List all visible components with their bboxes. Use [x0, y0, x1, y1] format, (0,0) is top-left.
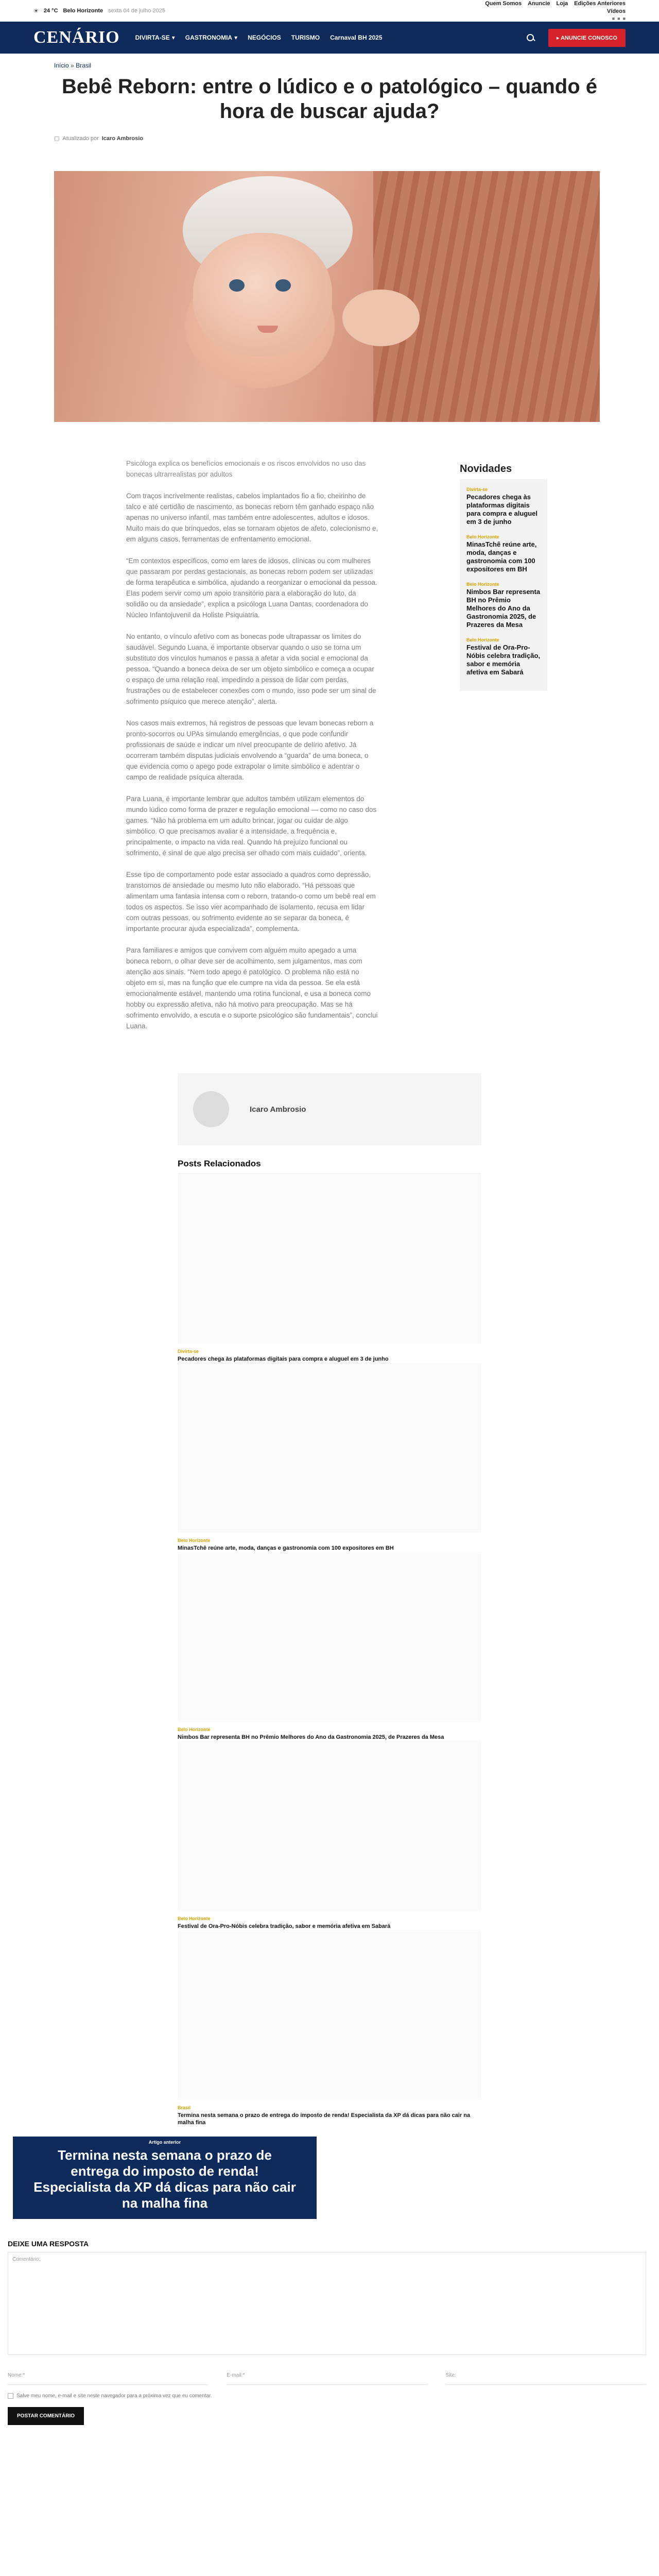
top-bar [0, 0, 659, 22]
avatar [193, 1091, 229, 1127]
link-quem-somos[interactable]: Quem Somos [485, 1, 522, 7]
youtube-icon[interactable]: ■ [622, 16, 626, 21]
facebook-icon[interactable]: ■ [612, 16, 615, 21]
chevron-down-icon: ▾ [171, 34, 175, 41]
weather-icon: ☀ [33, 8, 39, 14]
related-thumbnail[interactable] [178, 1174, 481, 1344]
site-logo[interactable]: CENÁRIO [33, 28, 120, 47]
author-box [178, 1073, 481, 1145]
main-nav [0, 22, 659, 54]
sidebar-title: Novidades [460, 458, 547, 481]
related-post[interactable]: Belo Horizonte Festival de Ora-Pro-Nóbis celebra tradição, sabor e memória afetiva em Sabará [178, 1741, 481, 1930]
date: sexta 04 de julho 2025 [108, 8, 165, 14]
chevron-down-icon: ▾ [234, 34, 238, 41]
comment-form [8, 2240, 646, 2425]
search-icon[interactable] [526, 33, 535, 42]
hero-image [54, 171, 600, 422]
site-field[interactable]: Site: [446, 2366, 646, 2385]
submit-comment-button[interactable]: POSTAR COMENTÁRIO [8, 2407, 84, 2425]
article-paragraph: No entanto, o vínculo afetivo com as bonecas pode ultrapassar os limites do saudável. Segundo Luana, é importante observar quando o uso se torna um substituto dos vínculos humanos e passa a afetar a vida social e emocional da pessoa. “Quando a boneca deixa de ser um objeto simbólico e começa a ocupar o espaço de uma relação real, impedindo a pessoa de lidar com perdas, frustrações ou de estabelecer conexões com o mundo, isso pode ser um sinal de sofrimento psíquico que merece atenção”, alerta. [126, 633, 376, 705]
comment-title: DEIXE UMA RESPOSTA [8, 2240, 89, 2248]
link-anuncie[interactable]: Anuncie [528, 1, 550, 7]
email-field[interactable]: E-mail:* [227, 2366, 427, 2385]
save-info-label: Salve meu nome, e-mail e site neste navegador para a próxima vez que eu comentar. [16, 2393, 212, 2399]
related-title: Posts Relacionados [178, 1159, 481, 1174]
related-post[interactable]: Belo Horizonte Nimbos Bar representa BH no Prêmio Melhores do Ano da Gastronomia 2025, de Prazeres da Mesa [178, 1552, 481, 1741]
menu-divirta-se[interactable]: DIVIRTA-SE ▾ [135, 34, 175, 41]
related-post[interactable]: Divirta-se Pecadores chega às plataformas digitais para compra e aluguel em 3 de junho [178, 1174, 481, 1363]
link-loja[interactable]: Loja [556, 1, 568, 7]
menu-carnaval[interactable]: Carnaval BH 2025 [330, 34, 383, 41]
sidebar-item[interactable]: Belo Horizonte Nimbos Bar representa BH no Prêmio Melhores do Ano da Gastronomia 2025, de Prazeres da Mesa [466, 582, 541, 629]
previous-article-label: Artigo anterior [148, 2140, 181, 2145]
article-paragraph: Para familiares e amigos que convivem com alguém muito apegado a uma boneca reborn, o olhar deve ser de acolhimento, sem julgamentos, mas com atenção aos sinais. “Nem todo apego é patológico. O problema não está no objeto em si, mas na função que ele cumpre na vida da pessoa. Se ela está emocionalmente estável, mantendo uma rotina funcional, e usa a boneca como hobby ou expressão afetiva, não há motivo para preocupação. Mas se há sofrimento envolvido, a escuta e o suporte psicológico são fundamentais”, conclui Luana. [126, 946, 378, 1030]
breadcrumb-current[interactable]: Brasil [76, 62, 92, 69]
previous-article-banner[interactable] [13, 2137, 317, 2219]
article-body [126, 458, 378, 1042]
related-thumbnail[interactable] [178, 1552, 481, 1722]
link-edicoes[interactable]: Edições Anteriores [574, 1, 626, 7]
related-post[interactable]: Brasil Termina nesta semana o prazo de entrega do imposto de renda! Especialista da XP dá dicas para não cair na malha fina [178, 1930, 481, 2126]
menu-turismo[interactable]: TURISMO [291, 34, 320, 41]
menu-gastronomia[interactable]: GASTRONOMIA ▾ [185, 34, 238, 41]
article-paragraph: Esse tipo de comportamento pode estar associado a quadros como depressão, transtornos de ansiedade ou mesmo luto não elaborado. “Há pessoas que alimentam uma fantasia intensa com o reborn, tratando-o como um bebê real em todos os aspectos. Se isso vier acompanhado de isolamento, recusa em lidar com outras pessoas, ou sofrimento evidente ao se separar da boneca, é importante procurar ajuda especializada”, complementa. [126, 871, 376, 933]
article-paragraph: Nos casos mais extremos, há registros de pessoas que levam bonecas reborn a pronto-socorros ou UPAs simulando emergências, o que pode confundir profissionais de saúde e indicar um nível preocupante de delírio afetivo. Já ocorreram também disputas judiciais envolvendo a “guarda” de uma boneca, o que evidencia como o apego pode extrapolar o limite simbólico e adentrar o campo de realidade psíquica alterada. [126, 719, 374, 781]
related-post[interactable]: Belo Horizonte MinasTchê reúne arte, moda, danças e gastronomia com 100 expositores em BH [178, 1363, 481, 1552]
article-paragraph: “Em contextos específicos, como em lares de idosos, clínicas ou com mulheres que passaram por perdas gestacionais, as bonecas reborn podem ser utilizadas de forma terapêutica e simbólica, ajudando a reorganizar o emocional da pessoa. Elas podem servir como um apoio transitório para a elaboração do luto, da solidão ou da ansiedade”, explica a psicóloga Luana Dantas, coordenadora do Núcleo Infantojuvenil da Holiste Psiquiatria. [126, 557, 377, 619]
comment-textarea[interactable]: Comentário: [8, 2252, 646, 2355]
calendar-icon: ▢ [54, 135, 60, 142]
related-thumbnail[interactable] [178, 1930, 481, 2100]
temperature: 24 °C [43, 8, 58, 14]
sidebar [460, 458, 547, 1042]
city: Belo Horizonte [63, 8, 103, 14]
author-name[interactable]: Icaro Ambrosio [250, 1105, 306, 1114]
previous-article-title[interactable]: Termina nesta semana o prazo de entrega do imposto de renda! Especialista da XP dá dicas para não cair na malha fina [33, 2147, 296, 2211]
author-link[interactable]: Icaro Ambrosio [101, 135, 144, 142]
breadcrumb-home[interactable]: Início [54, 62, 69, 69]
byline: ▢ Atualizado por Icaro Ambrosio [54, 135, 144, 142]
sidebar-item[interactable]: Belo Horizonte MinasTchê reúne arte, moda, danças e gastronomia com 100 expositores em BH [466, 534, 537, 573]
name-field[interactable]: Nome:* [8, 2366, 208, 2385]
menu-negocios[interactable]: NEGÓCIOS [248, 34, 281, 41]
breadcrumb: Início » Brasil [54, 62, 92, 69]
article-title: Bebê Reborn: entre o lúdico e o patológico – quando é hora de buscar ajuda? [61, 75, 598, 123]
save-info-checkbox[interactable] [8, 2393, 13, 2399]
article-paragraph: Para Luana, é importante lembrar que adultos também utilizam elementos do mundo lúdico como forma de prazer e regulação emocional — como no caso dos games. “Não há problema em um adulto brincar, jogar ou cuidar de algo simbólico. O que precisamos avaliar é a intensidade, a frequência e, principalmente, o impacto na vida real. Quando há prejuízo funcional ou sofrimento, é sinal de que algo precisa ser olhado com mais cuidado”, orienta. [126, 795, 377, 857]
anuncie-button[interactable]: ▸ ANUNCIE CONOSCO [548, 29, 626, 47]
related-thumbnail[interactable] [178, 1363, 481, 1533]
sidebar-item[interactable]: Belo Horizonte Festival de Ora-Pro-Nóbis celebra tradição, sabor e memória afetiva em Sabará [466, 637, 541, 676]
related-thumbnail[interactable] [178, 1741, 481, 1911]
instagram-icon[interactable]: ■ [617, 16, 620, 21]
article-lead: Psicóloga explica os benefícios emocionais e os riscos envolvidos no uso das bonecas ultrarrealistas por adultos [126, 460, 366, 478]
sidebar-item[interactable]: Divirta-se Pecadores chega às plataformas digitais para compra e aluguel em 3 de junho [466, 487, 537, 526]
article-paragraph: Com traços incrivelmente realistas, cabelos implantados fio a fio, cheirinho de talco e até certidão de nascimento, as bonecas reborn têm ganhado espaço não apenas no universo infantil, mas também entre adolescentes, adultos e idosos. Muito mais do que brinquedos, elas se tornaram objetos de afeto, colecionismo e, em alguns casos, ferramentas de enfrentamento emocional. [126, 492, 378, 543]
link-videos[interactable]: Vídeos [606, 8, 626, 14]
